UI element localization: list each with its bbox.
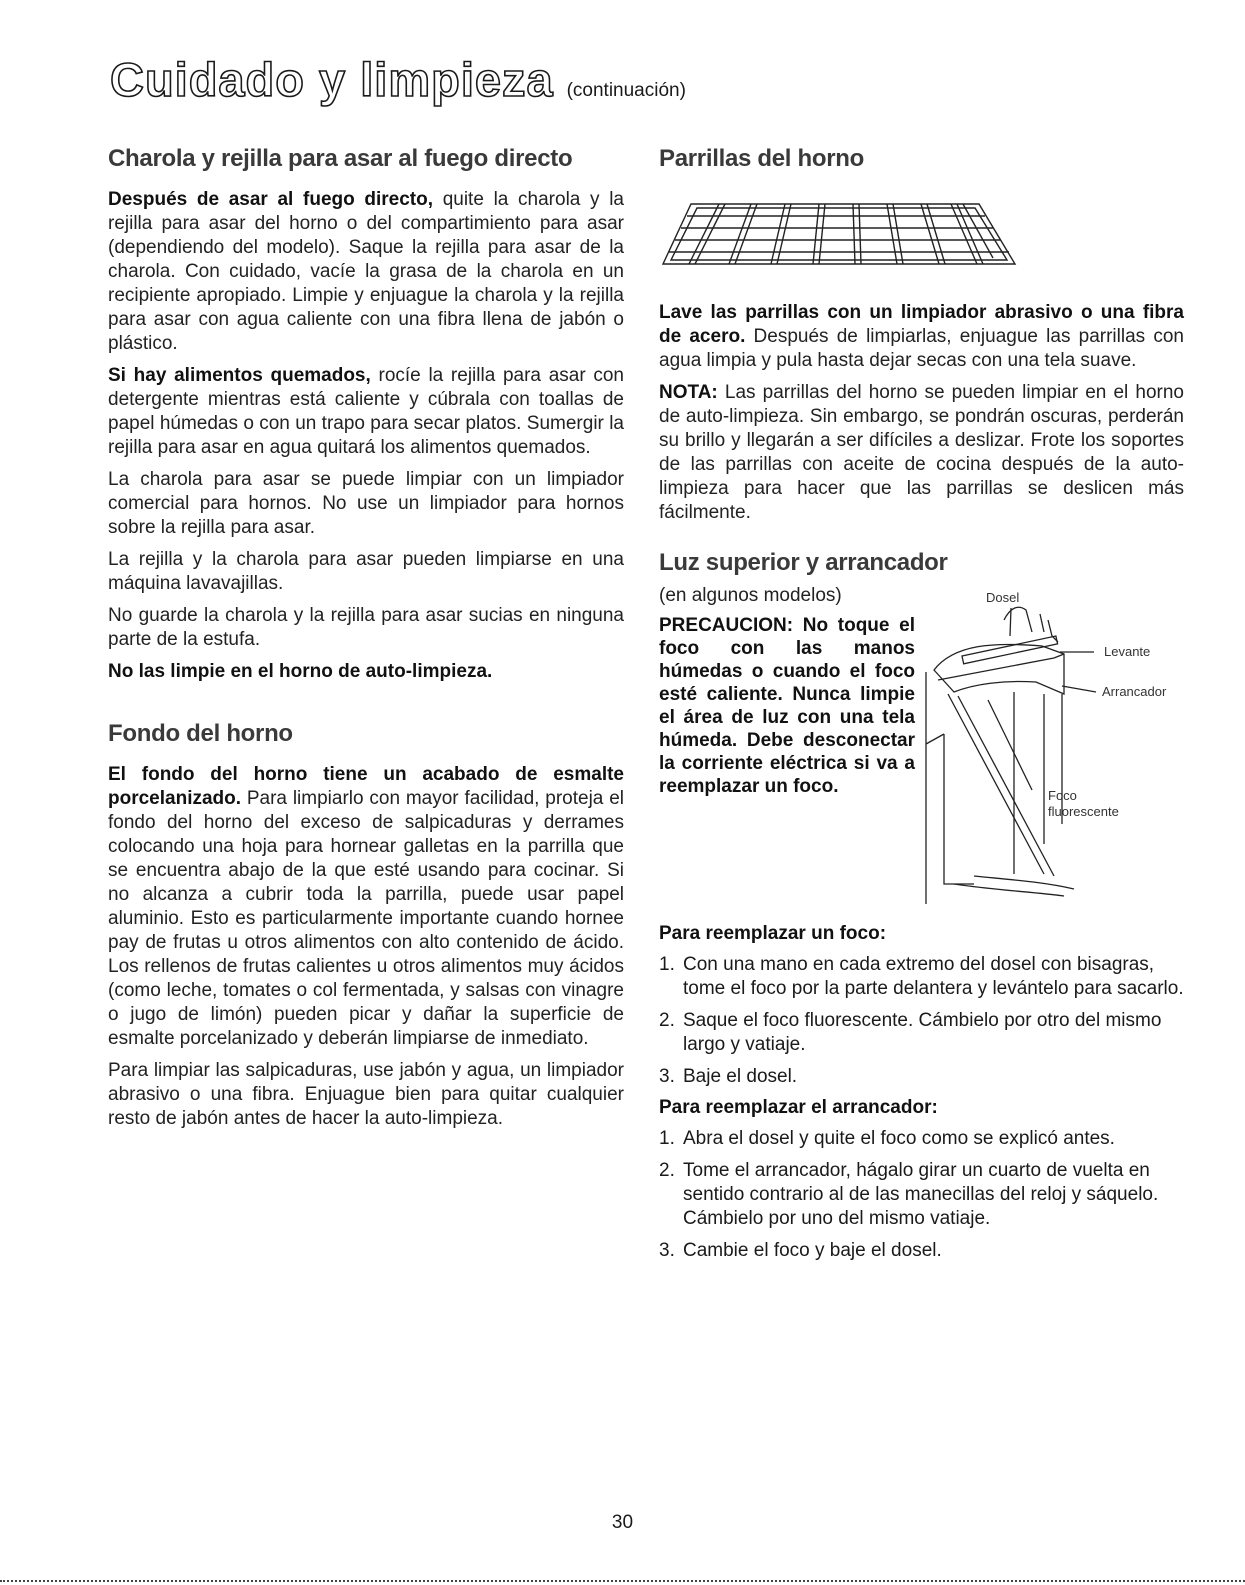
section-fondo xyxy=(108,720,624,1131)
arrancador-steps-list xyxy=(659,1127,1184,1263)
label-foco: Foco xyxy=(1048,787,1077,803)
section-reemplazar-foco xyxy=(659,923,1184,1089)
step-text: Baje el dosel. xyxy=(683,1065,798,1087)
charola-p1-bold: Después de asar al fuego directo, xyxy=(108,188,434,210)
charola-p6-bold: No las limpie en el horno de auto-limpieza. xyxy=(108,660,493,682)
step-text: Abra el dosel y quite el foco como se explicó antes. xyxy=(683,1127,1115,1149)
heading-reemplazar-foco: Para reemplazar un foco: xyxy=(659,922,887,944)
list-item xyxy=(659,1009,1184,1057)
step-text: Saque el foco fluorescente. Cámbielo por otro del mismo largo y vatiaje. xyxy=(683,1009,1162,1055)
step-number: 2. xyxy=(659,1159,675,1181)
parrillas-p1-bold: Lave las parrillas con un limpiador abrasivo o una fibra de acero. xyxy=(659,301,1184,347)
light-canopy-illustration xyxy=(914,584,1204,909)
charola-p2-bold: Si hay alimentos quemados, xyxy=(108,364,371,386)
section-parrillas xyxy=(659,145,1184,525)
charola-paragraph-2 xyxy=(108,364,624,460)
heading-reemplazar-arrancador: Para reemplazar el arrancador: xyxy=(659,1096,938,1118)
luz-block xyxy=(659,584,1184,909)
step-number: 3. xyxy=(659,1239,675,1261)
charola-paragraph-1 xyxy=(108,188,624,356)
parrillas-p2-bold: NOTA: xyxy=(659,381,718,403)
page-number: 30 xyxy=(611,1512,634,1533)
charola-paragraph-6 xyxy=(108,660,624,684)
charola-paragraph-4: La rejilla y la charola para asar pueden limpiarse en una máquina lavavajillas. xyxy=(108,548,624,594)
luz-caution: PRECAUCION: No toque el foco con las manos húmedas o cuando el foco esté caliente. Nunca limpie el área de luz con una tela húmeda. Debe desconectar la corriente eléctrica si va a reemplazar un foco. xyxy=(659,614,915,797)
heading-fondo: Fondo del horno xyxy=(108,719,293,747)
title-subtitle: (continuación) xyxy=(566,80,686,101)
foco-steps-list xyxy=(659,953,1184,1089)
step-number: 2. xyxy=(659,1009,675,1031)
left-column xyxy=(108,145,624,1139)
label-dosel: Dosel xyxy=(986,589,1020,605)
parrillas-p2-text: Las parrillas del horno se pueden limpiar en el horno de auto-limpieza. Sin embargo, se pondrán oscuras, perderán su brillo y llegarán a ser difíciles a deslizar. Frote los soportes de las parrillas con aceite de cocina después de la auto-limpieza para hacer que las parrillas se deslicen más fácilmente. xyxy=(659,381,1184,523)
label-fluorescente: fluorescente xyxy=(1048,803,1119,819)
step-number: 1. xyxy=(659,953,675,975)
section-charola xyxy=(108,145,624,684)
charola-p1-text: quite la charola y la rejilla para asar del horno o del compartimiento para asar (dependiendo del modelo). Saque la rejilla para asar de la charola. Con cuidado, vacíe la grasa de la charola en un recipiente apropiado. Limpie y enjuague la charola y la rejilla para asar con agua caliente con una fibra llena de jabón o plástico. xyxy=(108,188,624,354)
charola-paragraph-3: La charola para asar se puede limpiar con un limpiador comercial para hornos. No use un limpiador para hornos sobre la rejilla para asar. xyxy=(108,468,624,538)
step-text: Tome el arrancador, hágalo girar un cuarto de vuelta en sentido contrario al de las manecillas del reloj y sáquelo. Cámbielo por uno del mismo vatiaje. xyxy=(683,1159,1159,1229)
heading-charola: Charola y rejilla para asar al fuego directo xyxy=(108,145,573,172)
step-number: 3. xyxy=(659,1065,675,1087)
oven-rack-illustration xyxy=(659,198,1019,278)
label-levante: Levante xyxy=(1104,643,1151,659)
charola-paragraph-5: No guarde la charola y la rejilla para asar sucias en ninguna parte de la estufa. xyxy=(108,604,624,650)
fondo-paragraph-2: Para limpiar las salpicaduras, use jabón y agua, un limpiador abrasivo o una fibra. Enjuague bien para quitar cualquier resto de jabón antes de hacer la auto-limpieza. xyxy=(108,1059,624,1129)
fondo-p1-bold: El fondo del horno tiene un acabado de esmalte porcelanizado. xyxy=(108,763,624,809)
bottom-divider xyxy=(0,1580,1245,1584)
fondo-paragraph-1 xyxy=(108,763,624,1051)
parrillas-paragraph-2 xyxy=(659,381,1184,525)
list-item xyxy=(659,1159,1184,1231)
step-text: Cambie el foco y baje el dosel. xyxy=(683,1239,942,1261)
title-main: Cuidado y limpieza xyxy=(110,53,554,106)
list-item xyxy=(659,953,1184,1001)
fondo-p1-text: Para limpiarlo con mayor facilidad, proteja el fondo del horno del exceso de salpicaduras y derrames colocando una hoja para hornear galletas en la parrilla que se encuentra abajo de la que esté usando para cocinar. Si no alcanza a cubrir toda la parrilla, puede usar papel aluminio. Esto es particularmente importante cuando hornee pay de frutas u otros alimentos con alto contenido de ácido. Los rellenos de frutas calientes u otros alimentos muy ácidos (como leche, tomates o col fermentada, y salsas con vinagre o jugo de limón) pueden picar y dañar la superficie de esmalte porcelanizado y deberán limpiarse de inmediato. xyxy=(108,787,624,1049)
step-number: 1. xyxy=(659,1127,675,1149)
charola-p2-text: rocíe la rejilla para asar con detergente mientras está caliente y cúbrala con toallas de papel húmedas o con un trapo para secar platos. Sumergir la rejilla para asar en agua quitará los alimentos quemados. xyxy=(108,364,624,458)
right-column xyxy=(659,145,1184,1271)
section-luz xyxy=(659,549,1184,909)
section-reemplazar-arrancador xyxy=(659,1097,1184,1263)
parrillas-paragraph-1 xyxy=(659,301,1184,373)
page-title xyxy=(110,52,686,107)
list-item xyxy=(659,1127,1184,1151)
heading-luz: Luz superior y arrancador xyxy=(659,548,948,576)
heading-parrillas: Parrillas del horno xyxy=(659,145,865,172)
luz-subtitle: (en algunos modelos) xyxy=(659,584,842,606)
list-item xyxy=(659,1065,1184,1089)
step-text: Con una mano en cada extremo del dosel con bisagras, tome el foco por la parte delantera y levántelo para sacarlo. xyxy=(683,953,1184,999)
parrillas-p1-text: Después de limpiarlas, enjuague las parrillas con agua limpia y pula hasta dejar secas con una tela suave. xyxy=(659,325,1184,371)
list-item xyxy=(659,1239,1184,1263)
label-arrancador: Arrancador xyxy=(1102,683,1167,699)
